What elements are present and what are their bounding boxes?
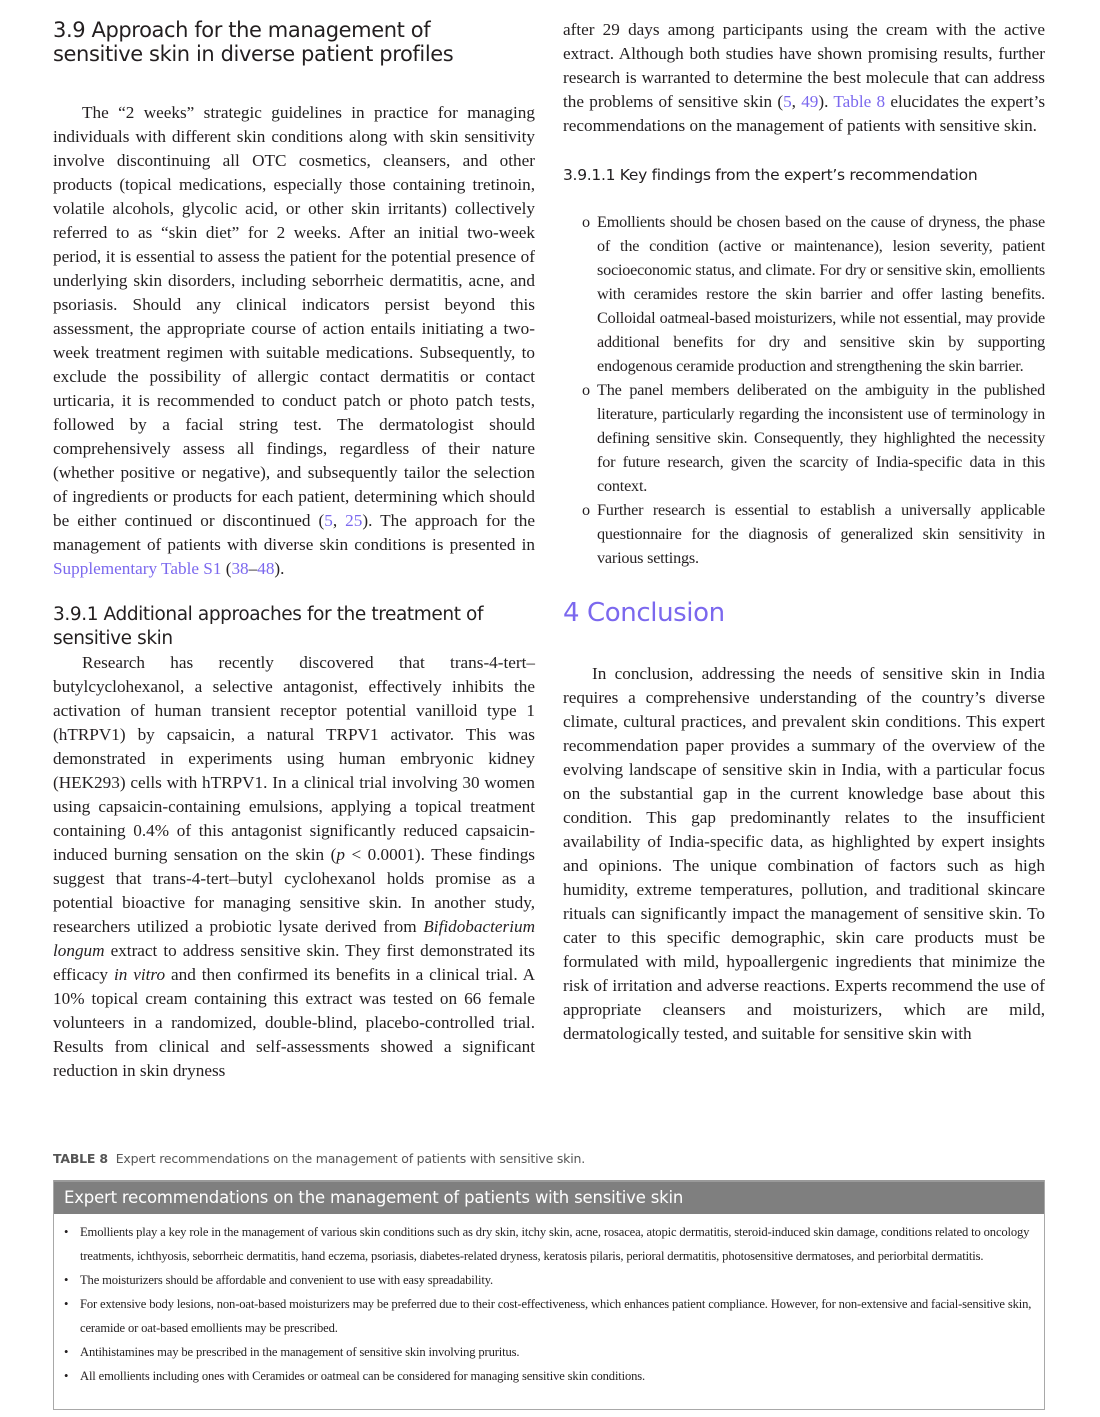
citation-link-48[interactable]: 48 xyxy=(257,559,275,578)
supplementary-table-s1-link[interactable]: Supplementary Table S1 xyxy=(53,559,222,578)
table-caption-text: Expert recommendations on the management of patients with sensitive skin. xyxy=(115,1151,585,1166)
recommendation-item xyxy=(54,1340,1044,1364)
citation-link-5[interactable]: 5 xyxy=(324,511,333,530)
table-8-caption xyxy=(53,1151,585,1166)
finding-item xyxy=(563,210,1045,378)
paragraph-text: Research has recently discovered that trans-4-tert–butylcyclohexanol, a selective antagonist, effectively inhibits the activation of human transient receptor potential vanilloid type 1 (hTRPV1) by capsaicin, a natural TRPV1 activator. This was demonstrated in experiments using human embryonic kidney (HEK293) cells with hTRPV1. In a clinical trial involving 30 women using capsaicin-containing emulsions, applying a topical treatment containing 0.4% of this antagonist significantly reduced capsaicin-induced burning sensation on the skin ( xyxy=(53,653,535,864)
paragraph-text: ). xyxy=(818,92,834,111)
p-value-symbol: p xyxy=(336,845,345,864)
conclusion-paragraph: In conclusion, addressing the needs of sensitive skin in India requires a comprehensive understanding of the country’s diverse climate, cultural practices, and prevalent skin conditions. This expert recommendation paper provides a summary of the overview of the evolving landscape of sensitive skin in India, with a particular focus on the substantial gap in the current knowledge base about this condition. This gap predominantly relates to the insufficient availability of India-specific data, as highlighted by expert insights and opinions. The unique combination of factors such as high humidity, extreme temperatures, pollution, and traditional skincare rituals can significantly impact the management of sensitive skin. To cater to this specific demographic, skin care products must be formulated with mild, hypoallergenic ingredients that minimize the risk of irritation and adverse reactions. Experts recommend the use of appropriate cleansers and moisturizers, which are mild, dermatologically tested, and suitable for sensitive skin with xyxy=(563,664,1045,1043)
section-3-9-heading xyxy=(53,18,535,66)
recommendation-item xyxy=(54,1292,1044,1340)
conclusion-heading: 4 Conclusion xyxy=(563,598,725,628)
heading-line: 3.9 Approach for the management of xyxy=(53,18,431,42)
section-3-9-paragraph xyxy=(53,101,535,581)
paragraph-text: The “2 weeks” strategic guidelines in practice for managing individuals with different skin conditions along with skin sensitivity involve discontinuing all OTC cosmetics, cleansers, and other products (topical medications, especially those containing tretinoin, volatile alcohols, glycolic acid, or other skin irritants) collectively referred to as “skin diet” for 2 weeks. After an initial two-week period, it is essential to assess the patient for the potential presence of underlying skin disorders, including seborrheic dermatitis, acne, and psoriasis. Should any clinical indicators persist beyond this assessment, the appropriate course of action entails initiating a two-week treatment regimen with suitable medications. Subsequently, to exclude the possibility of allergic contact dermatitis or contact urticaria, it is recommended to conduct patch or photo patch tests, followed by a facial string test. The dermatologist should comprehensively assess all findings, regardless of their nature (whether positive or negative), and subsequently tailor the selection of ingredients or products for each patient, determining which should be either continued or discontinued ( xyxy=(53,103,535,530)
paragraph-text: ). The approach for the management of patients with diverse skin conditions is presented in xyxy=(53,511,535,554)
bullet-icon: • xyxy=(64,1369,69,1383)
bullet-icon: • xyxy=(64,1345,69,1359)
table-label: TABLE 8 xyxy=(53,1151,108,1166)
finding-item xyxy=(563,498,1045,570)
citation-link-49[interactable]: 49 xyxy=(801,92,819,111)
citation-link-25[interactable]: 25 xyxy=(345,511,363,530)
key-findings-list xyxy=(563,210,1045,570)
paragraph-text: extract to address sensitive skin. They first demonstrated its efficacy xyxy=(53,941,535,984)
section-3-9-1-1-heading: 3.9.1.1 Key findings from the expert’s recommendation xyxy=(563,166,978,184)
table-8-link[interactable]: Table 8 xyxy=(833,92,886,111)
section-3-9-1-heading xyxy=(53,603,535,651)
heading-line: sensitive skin in diverse patient profiles xyxy=(53,42,454,66)
bullet-icon: • xyxy=(64,1225,69,1239)
bullet-icon: • xyxy=(64,1273,69,1287)
citation-link-38[interactable]: 38 xyxy=(231,559,249,578)
bullet-icon: • xyxy=(64,1297,69,1311)
recommendation-text: Antihistamines may be prescribed in the management of sensitive skin involving pruritus. xyxy=(80,1345,520,1359)
citation-link-5[interactable]: 5 xyxy=(783,92,792,111)
table-8-header: Expert recommendations on the management of patients with sensitive skin xyxy=(54,1180,1044,1214)
in-vitro-term: in vitro xyxy=(113,965,166,984)
paragraph-text: and then confirmed its benefits in a clinical trial. A 10% topical cream containing this extract was tested on 66 female volunteers in a randomized, double-blind, placebo-controlled trial. Results from clinical and self-assessments showed a significant reduction in skin dryness xyxy=(53,965,535,1080)
table-8 xyxy=(53,1180,1045,1410)
recommendation-text: The moisturizers should be affordable and convenient to use with easy spreadability. xyxy=(80,1273,494,1287)
paragraph-text: elucidates the expert’s recommendations on the management of patients with sensitive skin. xyxy=(563,92,1046,135)
paragraph-text: < 0.0001). These findings suggest that trans-4-tert–butyl cyclohexanol holds promise as a potential bioactive for managing sensitive skin. In another study, researchers utilized a probiotic lysate derived from xyxy=(53,845,535,936)
circle-bullet-icon: o xyxy=(582,213,590,231)
paragraph-text: after 29 days among participants using the cream with the active extract. Although both studies have shown promising results, further research is warranted to determine the best molecule that can address the problems of sensitive skin ( xyxy=(563,20,1045,111)
continuation-paragraph xyxy=(563,18,1045,138)
heading-line: sensitive skin xyxy=(53,628,173,649)
citation-separator: , xyxy=(791,92,802,111)
recommendations-list xyxy=(54,1220,1044,1388)
recommendation-text: All emollients including ones with Ceramides or oatmeal can be considered for managing sensitive skin conditions. xyxy=(80,1369,646,1383)
citation-separator: , xyxy=(332,511,346,530)
recommendation-item xyxy=(54,1364,1044,1388)
circle-bullet-icon: o xyxy=(582,501,590,519)
finding-item xyxy=(563,378,1045,498)
recommendation-text: For extensive body lesions, non-oat-based moisturizers may be preferred due to their cost-effectiveness, which enhances patient compliance. However, for non-extensive and facial-sensitive skin, ceramide or oat-based emollients may be prescribed. xyxy=(80,1297,1032,1335)
left-column xyxy=(53,18,535,1083)
paragraph-text: ( xyxy=(221,559,232,578)
right-column xyxy=(563,18,1045,1046)
recommendation-text: Emollients play a key role in the management of various skin conditions such as dry skin, itchy skin, acne, rosacea, atopic dermatitis, steroid-induced skin damage, conditions related to oncology treatments, ichthyosis, seborrheic dermatitis, hand eczema, psoriasis, diabetes-related dryness, keratosis pilaris, perioral dermatitis, photosensitive dermatoses, and periorbital dermatitis. xyxy=(80,1225,1030,1263)
paragraph-text: ). xyxy=(274,559,285,578)
circle-bullet-icon: o xyxy=(582,381,590,399)
citation-dash: – xyxy=(248,559,258,578)
recommendation-item xyxy=(54,1220,1044,1268)
recommendation-item xyxy=(54,1268,1044,1292)
species-name: Bifidobacterium longum xyxy=(53,917,535,960)
section-3-9-1-paragraph xyxy=(53,651,535,1083)
finding-text: The panel members deliberated on the ambiguity in the published literature, particularly regarding the inconsistent use of terminology in defining sensitive skin. Consequently, they highlighted the necessity for future research, given the scarcity of India-specific data in this context. xyxy=(597,381,1045,495)
finding-text: Further research is essential to establish a universally applicable questionnaire for the diagnosis of generalized skin sensitivity in various settings. xyxy=(597,501,1045,567)
heading-line: 3.9.1 Additional approaches for the treatment of xyxy=(53,604,484,625)
finding-text: Emollients should be chosen based on the cause of dryness, the phase of the condition (active or maintenance), lesion severity, patient socioeconomic status, and climate. For dry or sensitive skin, emollients with ceramides restore the skin barrier and offer lasting benefits. Colloidal oatmeal-based moisturizers, while not essential, may provide additional benefits for dry and sensitive skin by supporting endogenous ceramide production and strengthening the skin barrier. xyxy=(597,213,1045,375)
